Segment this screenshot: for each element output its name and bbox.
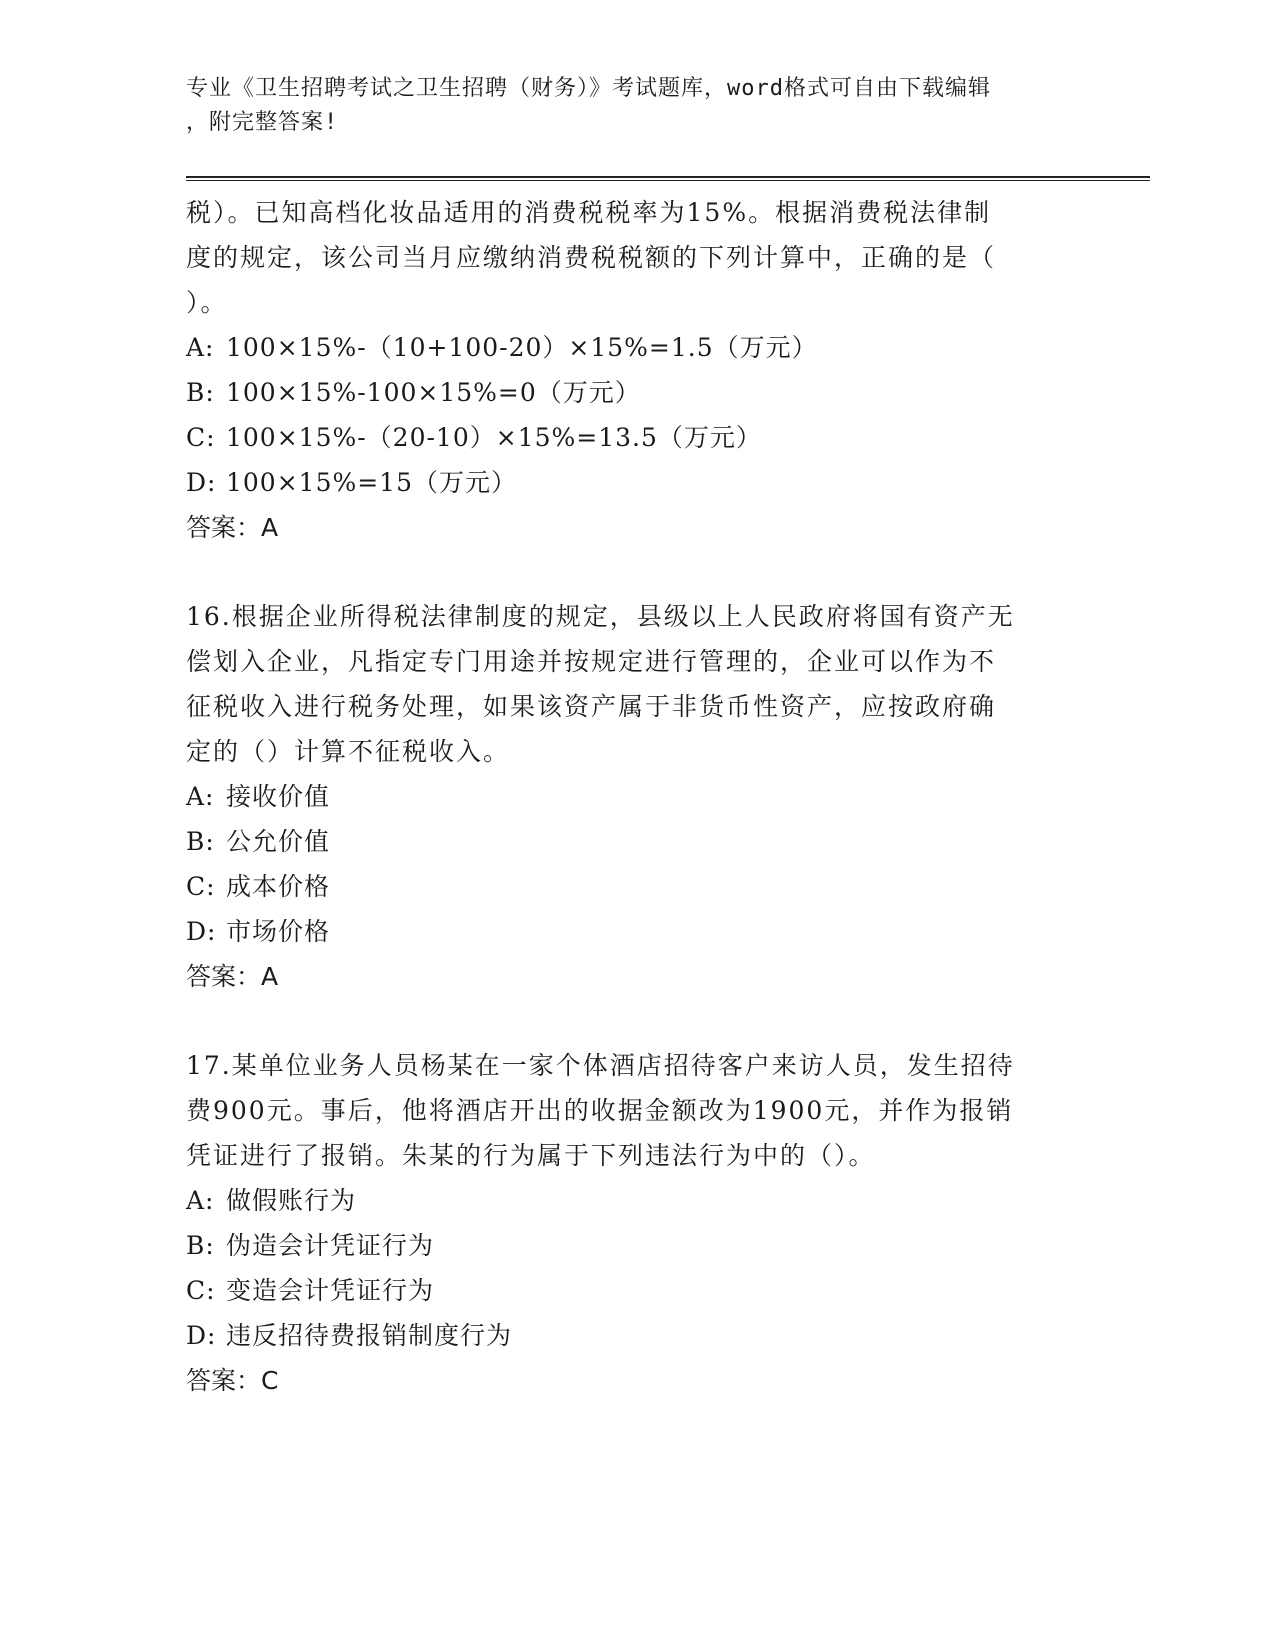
option-key: D: [186, 917, 217, 946]
question-gap [186, 999, 1086, 1043]
option-key: C: [186, 1276, 216, 1305]
question-17 [186, 1043, 1086, 1403]
option-b [186, 370, 1086, 415]
option-text: 100×15%-100×15%=0（万元） [226, 378, 641, 407]
header-divider [186, 176, 1150, 181]
question-15 [186, 190, 1086, 550]
option-text: 公允价值 [226, 827, 331, 856]
question-text-line: 度的规定，该公司当月应缴纳消费税税额的下列计算中，正确的是（ [186, 243, 997, 272]
option-key: B: [186, 827, 215, 856]
option-text: 违反招待费报销制度行为 [226, 1321, 513, 1350]
option-key: C: [186, 872, 216, 901]
question-text-line: 征税收入进行税务处理，如果该资产属于非货币性资产，应按政府确 [186, 692, 997, 721]
option-d [186, 460, 1086, 505]
question-text-line: 偿划入企业，凡指定专门用途并按规定进行管理的，企业可以作为不 [186, 647, 997, 676]
question-text-line: 16.根据企业所得税法律制度的规定，县级以上人民政府将国有资产无 [186, 602, 1015, 631]
question-16 [186, 594, 1086, 999]
option-key: A: [186, 333, 215, 362]
option-key: B: [186, 378, 215, 407]
option-a [186, 774, 1086, 819]
option-a [186, 325, 1086, 370]
option-text: 市场价格 [226, 917, 331, 946]
option-b [186, 819, 1086, 864]
answer-label: 答案：A [186, 962, 279, 991]
question-text-line: 费900元。事后，他将酒店开出的收据金额改为1900元，并作为报销 [186, 1096, 1014, 1125]
option-text: 做假账行为 [226, 1186, 357, 1215]
option-d [186, 1313, 1086, 1358]
option-text: 接收价值 [226, 782, 331, 811]
option-c [186, 864, 1086, 909]
document-header [186, 72, 1066, 140]
option-key: A: [186, 1186, 215, 1215]
question-list [186, 190, 1086, 1403]
answer-label: 答案：C [186, 1366, 279, 1395]
option-text: 伪造会计凭证行为 [226, 1231, 435, 1260]
option-a [186, 1178, 1086, 1223]
header-line-2: ，附完整答案! [186, 110, 339, 135]
option-d [186, 909, 1086, 954]
option-text: 100×15%-（20-10）×15%=13.5（万元） [226, 423, 762, 452]
question-text-line: 17.某单位业务人员杨某在一家个体酒店招待客户来访人员，发生招待 [186, 1051, 1015, 1080]
answer-label: 答案：A [186, 513, 279, 542]
option-text: 成本价格 [226, 872, 331, 901]
option-text: 100×15%-（10+100-20）×15%=1.5（万元） [226, 333, 818, 362]
question-text-line: 凭证进行了报销。朱某的行为属于下列违法行为中的（）。 [186, 1141, 876, 1170]
option-key: B: [186, 1231, 215, 1260]
question-text-line: 税）。已知高档化妆品适用的消费税税率为15%。根据消费税法律制 [186, 198, 992, 227]
option-text: 100×15%=15（万元） [226, 468, 517, 497]
option-key: D: [186, 468, 217, 497]
question-gap [186, 550, 1086, 594]
question-text-line: 定的（）计算不征税收入。 [186, 737, 511, 766]
option-key: C: [186, 423, 216, 452]
option-key: A: [186, 782, 215, 811]
option-text: 变造会计凭证行为 [226, 1276, 435, 1305]
question-text-line: ）。 [186, 288, 228, 317]
option-c [186, 1268, 1086, 1313]
header-line-1: 专业《卫生招聘考试之卫生招聘（财务）》考试题库，word格式可自由下载编辑 [186, 76, 991, 101]
option-key: D: [186, 1321, 217, 1350]
option-b [186, 1223, 1086, 1268]
option-c [186, 415, 1086, 460]
